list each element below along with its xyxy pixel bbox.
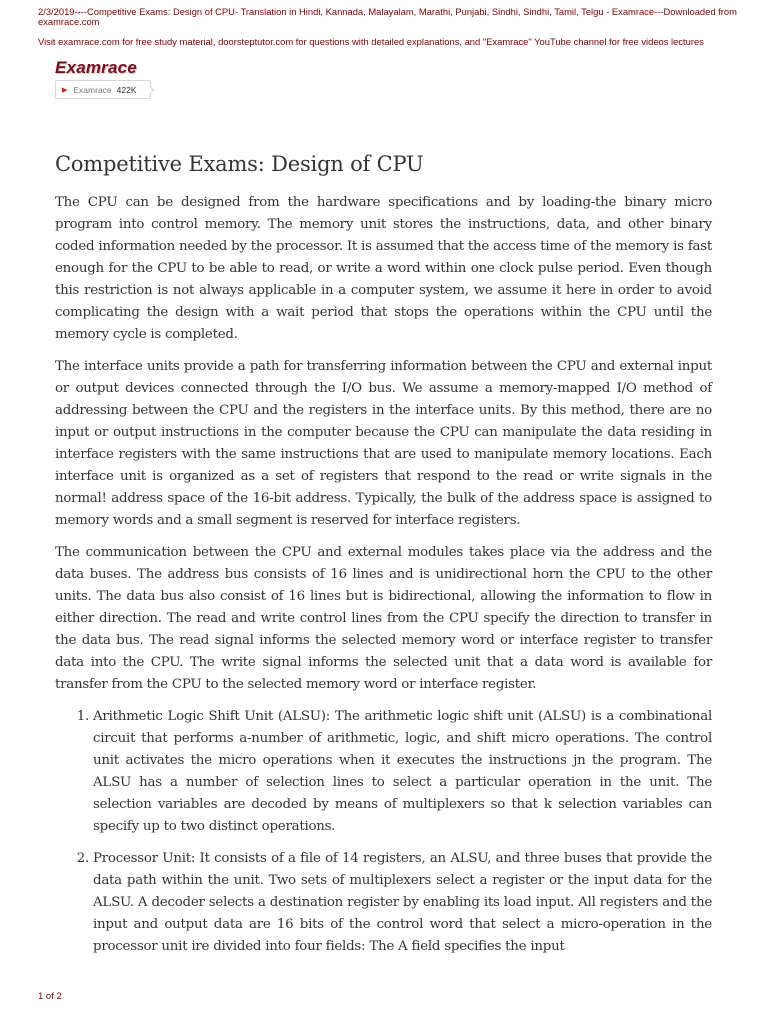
youtube-play-icon: ▶	[62, 86, 68, 94]
list-item: 2. Processor Unit: It consists of a file of 14 registers, an ALSU, and three buses that provide the data path within the unit. Two sets of multiplexers select a register or the input data for the ALSU. A decoder selects a destination register by enabling its load input. All registers and the input and output data are 16 bits of the control word that select a micro-operation in the processor unit ire divided into four fields: The A field specifies the input	[93, 848, 712, 958]
article-title: Competitive Exams: Design of CPU	[55, 152, 424, 176]
page-header-source-line: 2/3/2019----Competitive Exams: Design of CPU- Translation in Hindi, Kannada, Malayalam, Marathi, Punjabi, Sindhi, Sindhi, Tamil, Telgu - Examrace---Downloaded from examrace.com	[38, 6, 737, 27]
examrace-logo[interactable]: Examrace	[55, 58, 137, 77]
paragraph: The interface units provide a path for transferring information between the CPU and external input or output devices connected through the I/O bus. We assume a memory-mapped I/O method of addressing between the CPU and the registers in the interface units. By this method, there are no input or output instructions in the computer because the CPU can manipulate the data residing in interface registers with the same instructions that are used to manipulate memory locations. Each interface unit is organized as a set of registers that respond to the read or write signals in the normal! address space of the 16-bit address. Typically, the bulk of the address space is assigned to memory words and a small segment is reserved for interface registers.	[55, 359, 712, 528]
page-number: 1 of 2	[38, 991, 62, 1002]
paragraph: The CPU can be designed from the hardware specifications and by loading-the binary micro program into control memory. The memory unit stores the instructions, data, and other binary coded information needed by the processor. It is assumed that the access time of the memory is fast enough for the CPU to be able to read, or write a word within one clock pulse period. Even though this restriction is not always applicable in a computer system, we assume it here in order to avoid complicating the design with a wait period that stops the operations within the CPU until the memory cycle is completed.	[55, 195, 712, 342]
list-item: 1. Arithmetic Logic Shift Unit (ALSU): The arithmetic logic shift unit (ALSU) is a combinational circuit that performs a-number of arithmetic, logic, and shift micro operations. The control unit activates the micro operations when it executes the instructions jn the program. The ALSU has a number of selection lines to select a particular operation in the unit. The selection variables are decoded by means of multiplexers so that k selection variables can specify up to two distinct operations.	[93, 706, 712, 838]
paragraph: The communication between the CPU and external modules takes place via the address and the data buses. The address bus consists of 16 lines and is unidirectional horn the CPU to the other units. The data bus also consist of 16 lines but is bidirectional, allowing the information to flow in either direction. The read and write control lines from the CPU specify the direction to transfer in the data bus. The read signal informs the selected memory word or interface register to transfer data into the CPU. The write signal informs the selected unit that a data word is available for transfer from the CPU to the selected memory word or interface register.	[55, 545, 712, 692]
youtube-subscriber-count: 422K	[116, 84, 137, 95]
page-header-visit-line: Visit examrace.com for free study material, doorsteptutor.com for questions with detailed explanations, and "Examrace" YouTube channel for free videos lectures	[38, 36, 704, 47]
article-body	[55, 192, 712, 968]
youtube-subscribe-badge[interactable]	[55, 80, 151, 99]
numbered-list	[55, 706, 712, 958]
youtube-channel-name: Examrace	[73, 84, 112, 95]
